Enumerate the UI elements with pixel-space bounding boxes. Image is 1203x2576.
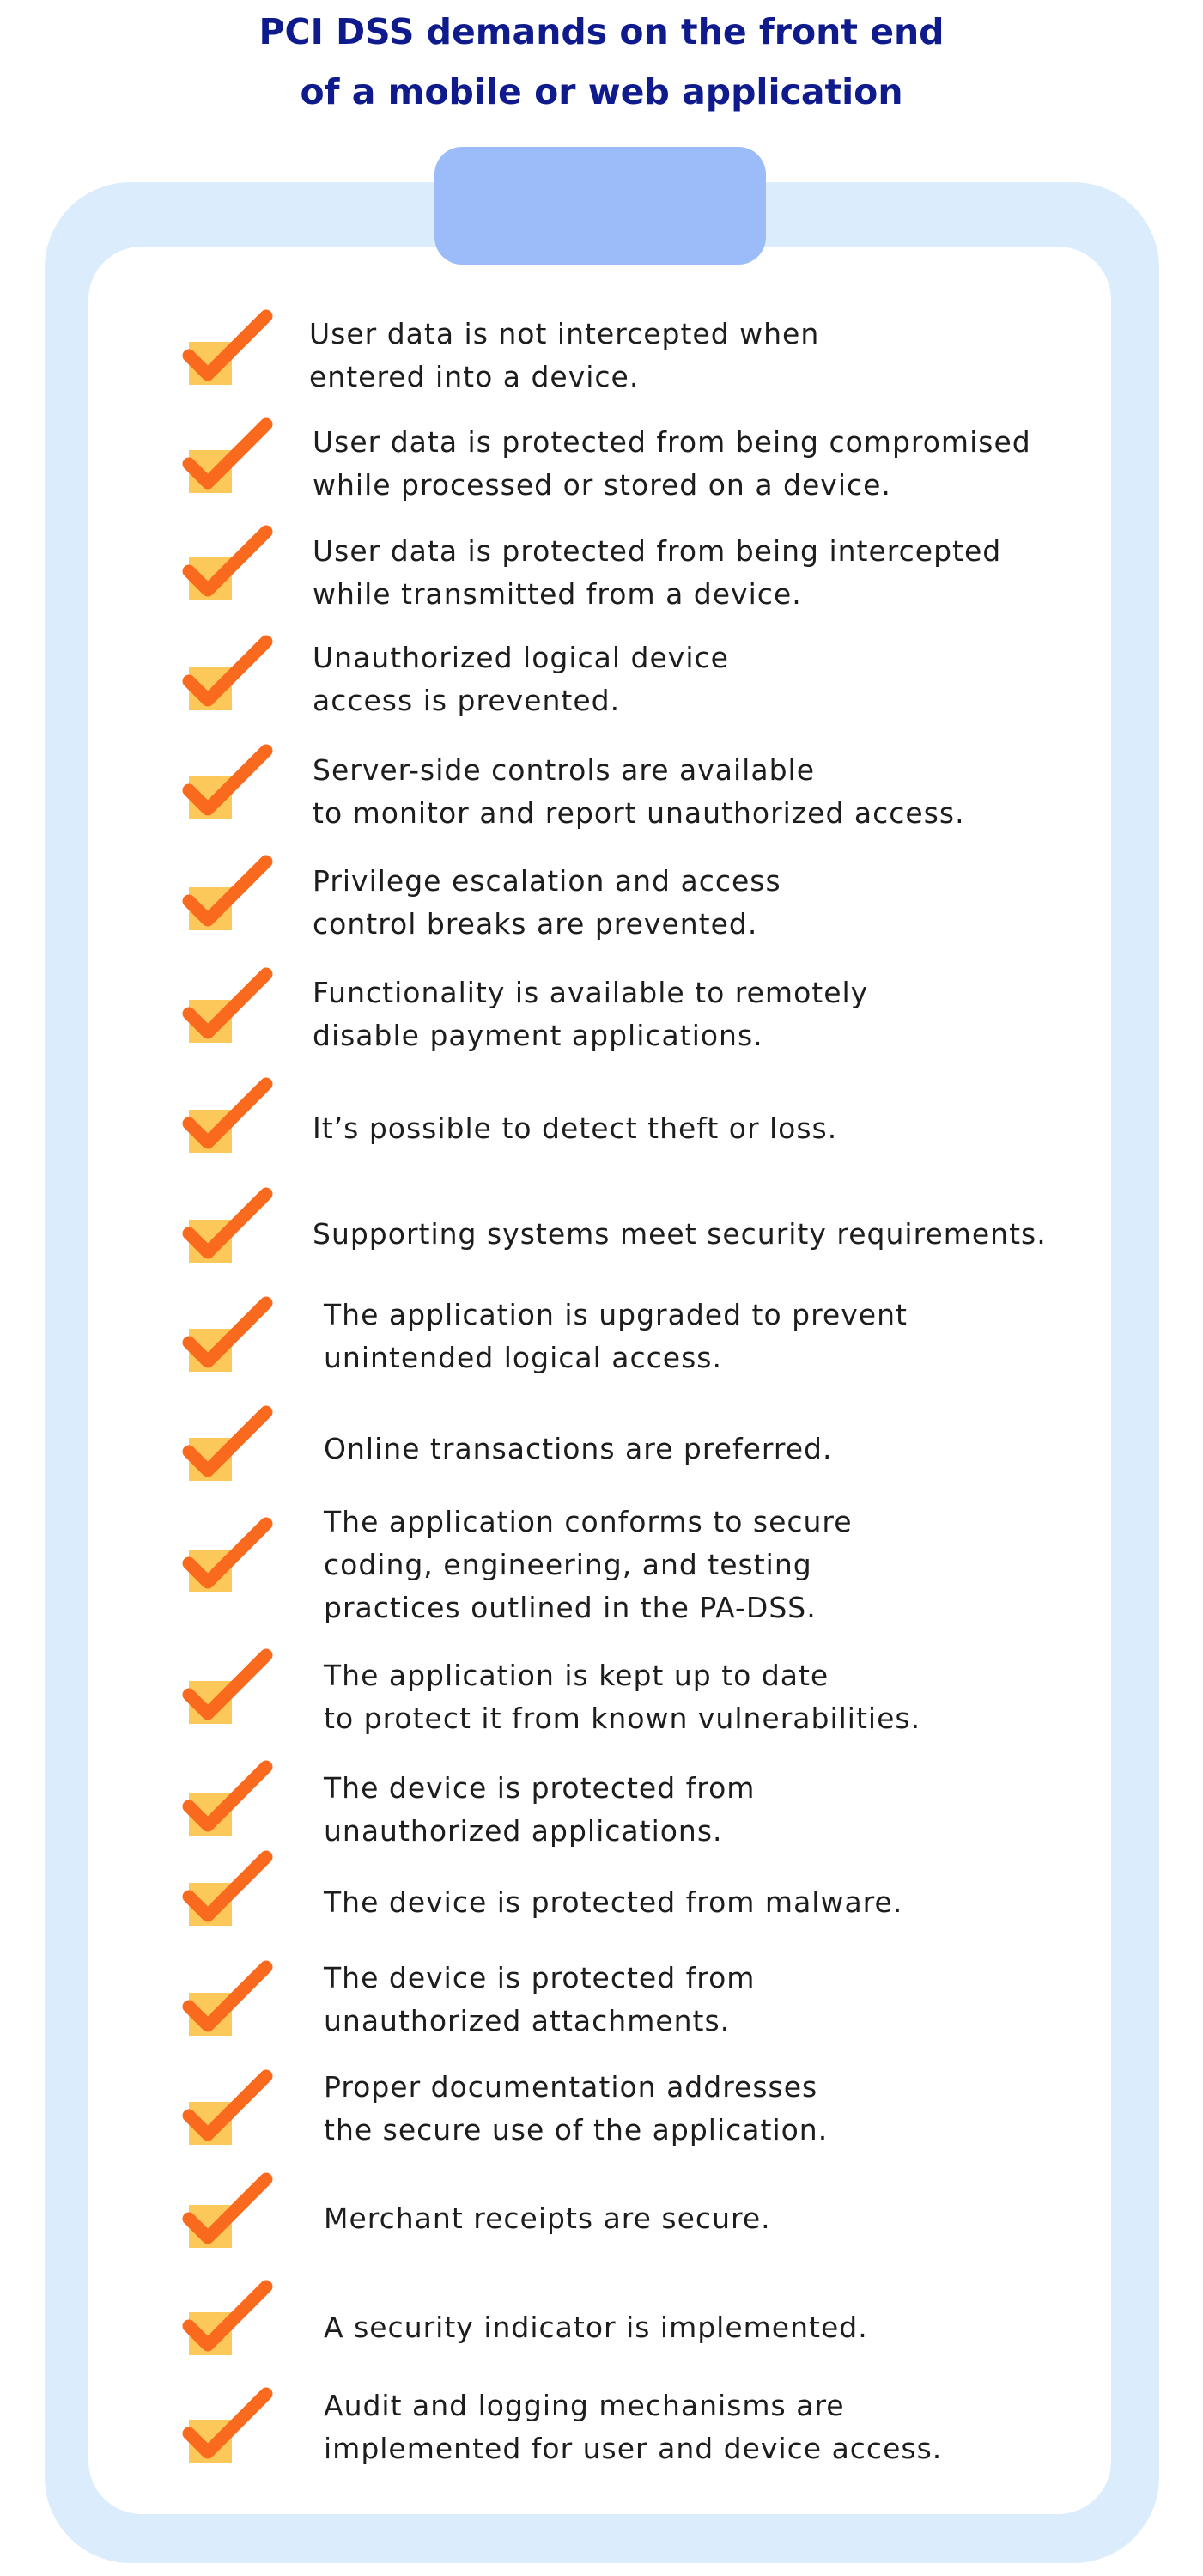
checklist-item-text: It’s possible to detect theft or loss. [313,1111,838,1145]
checkmark-checkbox-icon [182,631,276,717]
checkmark-checkbox-icon [182,306,276,392]
checkmark-checkbox-icon [182,1402,276,1488]
checkmark-checkbox-icon [182,2276,276,2362]
checkmark-checkbox-icon [182,964,276,1050]
checklist-item-text: Proper documentation addresses the secure use of the application. [324,2070,829,2147]
checklist-item-text: Merchant receipts are secure. [324,2201,771,2235]
checklist-item-text: Functionality is available to remotely disable payment applications. [313,976,869,1052]
checkmark-checkbox-icon [182,1847,276,1933]
checklist-item-text: User data is not intercepted when entered into a device. [309,317,820,393]
checklist-item-text: The device is protected from unauthorized attachments. [324,1961,756,2037]
checklist-item-text: The application conforms to secure coding, engineering, and testing practices outlined in the PA-DSS. [324,1505,853,1624]
checklist-item-text: User data is protected from being compromised while processed or stored on a device. [313,425,1031,502]
checklist-item-text: User data is protected from being intercepted while transmitted from a device. [313,534,1002,611]
checkmark-checkbox-icon [182,2384,276,2469]
checklist-item-text: Server-side controls are available to monitor and report unauthorized access. [313,753,965,830]
checklist-item-text: The application is upgraded to prevent unintended logical access. [324,1298,908,1374]
checkmark-checkbox-icon [182,1957,276,2043]
checkmark-checkbox-icon [182,2066,276,2152]
checkmark-checkbox-icon [182,1513,276,1599]
checkmark-checkbox-icon [182,1184,276,1270]
checklist-item-text: Unauthorized logical device access is prevented. [313,641,729,717]
page-title-line-1: PCI DSS demands on the front end [258,11,945,52]
checklist-item-text: The application is kept up to date to protect it from known vulnerabilities. [324,1659,921,1735]
checkmark-checkbox-icon [182,1645,276,1731]
checklist-item-text: Supporting systems meet security requirements. [313,1217,1047,1251]
checklist-item-text: Privilege escalation and access control breaks are prevented. [313,864,781,941]
checkmark-checkbox-icon [182,1757,276,1842]
page-title [0,2,1203,122]
clipboard-clip [434,147,766,265]
checkmark-checkbox-icon [182,1074,276,1160]
checkmark-checkbox-icon [182,521,276,607]
page-title-line-2: of a mobile or web application [300,71,903,113]
checkmark-checkbox-icon [182,740,276,826]
checkmark-checkbox-icon [182,2169,276,2255]
checklist-item-text: A security indicator is implemented. [324,2311,868,2344]
checkmark-checkbox-icon [182,1293,276,1379]
checkmark-checkbox-icon [182,851,276,937]
checklist-item-text: The device is protected from unauthorized applications. [324,1771,756,1848]
checkmark-checkbox-icon [182,414,276,500]
checklist-item-text: Online transactions are preferred. [324,1432,833,1465]
checklist-item-text: Audit and logging mechanisms are implemented for user and device access. [324,2389,943,2465]
checklist-item-text: The device is protected from malware. [324,1885,903,1919]
